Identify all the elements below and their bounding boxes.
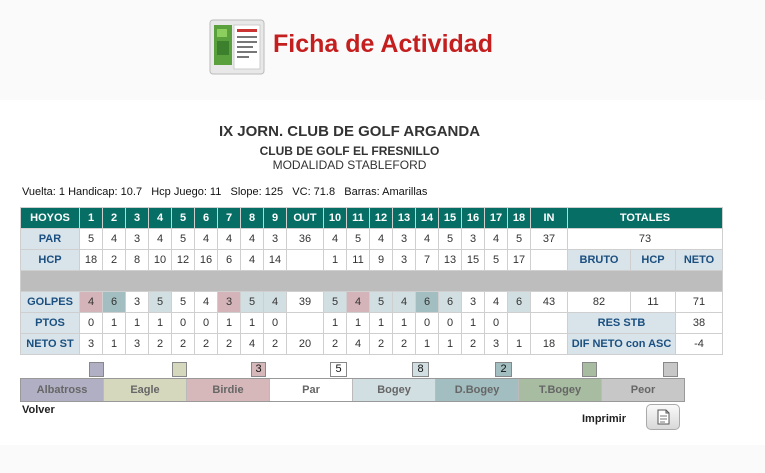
golpes-cell: 5 (324, 292, 347, 313)
in-label: IN (531, 208, 568, 229)
totales-label: TOTALES (568, 208, 723, 229)
golpes-cell: 6 (508, 292, 531, 313)
ptos-cell: 1 (103, 313, 126, 334)
neto-st-label: NETO ST (21, 334, 80, 355)
ptos-cell: 0 (195, 313, 218, 334)
hcp-row (21, 250, 723, 271)
hole-17: 17 (485, 208, 508, 229)
score-legend (20, 378, 685, 402)
par-in: 37 (531, 229, 568, 250)
golpes-out: 39 (287, 292, 324, 313)
par-total: 73 (568, 229, 723, 250)
neto-st-cell: 4 (347, 334, 370, 355)
golpes-cell: 6 (103, 292, 126, 313)
ptos-cell: 0 (439, 313, 462, 334)
par-cell: 5 (80, 229, 103, 250)
ptos-row (21, 313, 723, 334)
legend-dbogey: D.Bogey (436, 379, 519, 401)
golpes-cell: 5 (149, 292, 172, 313)
neto-st-cell: 2 (370, 334, 393, 355)
legend-peor: Peor (602, 379, 684, 401)
par-cell: 4 (103, 229, 126, 250)
bruto-value: 82 (568, 292, 631, 313)
print-button[interactable] (646, 404, 680, 430)
round-info: Vuelta: 1 Handicap: 10.7 Hcp Juego: 11 Slope: 125 VC: 71.8 Barras: Amarillas (22, 186, 428, 198)
ptos-cell: 1 (218, 313, 241, 334)
legend-bogey: Bogey (353, 379, 436, 401)
ptos-cell: 1 (393, 313, 416, 334)
hole-4: 4 (149, 208, 172, 229)
par-cell: 3 (264, 229, 287, 250)
neto-st-cell: 1 (103, 334, 126, 355)
hcp-cell: 8 (126, 250, 149, 271)
golpes-cell: 4 (393, 292, 416, 313)
modality: MODALIDAD STABLEFORD (272, 158, 427, 172)
ptos-cell: 1 (347, 313, 370, 334)
par-label: PAR (21, 229, 80, 250)
document-print-icon (647, 405, 679, 429)
par-cell: 5 (172, 229, 195, 250)
hole-11: 11 (347, 208, 370, 229)
hcp-cell: 13 (439, 250, 462, 271)
neto-st-cell: 2 (149, 334, 172, 355)
albatross-count (89, 362, 104, 377)
golpes-cell: 5 (241, 292, 264, 313)
legend-birdie: Birdie (187, 379, 270, 401)
legend-albatross: Albatross (21, 379, 104, 401)
golpes-cell: 4 (347, 292, 370, 313)
hole-3: 3 (126, 208, 149, 229)
golpes-cell: 5 (370, 292, 393, 313)
par-cell: 4 (149, 229, 172, 250)
hcp-total-value: 11 (631, 292, 676, 313)
ptos-cell: 0 (80, 313, 103, 334)
par-cell: 3 (462, 229, 485, 250)
hole-13: 13 (393, 208, 416, 229)
scorecard-table (20, 207, 723, 355)
peor-count (663, 362, 678, 377)
neto-st-in: 18 (531, 334, 568, 355)
page-title: Ficha de Actividad (273, 30, 493, 58)
ptos-cell: 1 (370, 313, 393, 334)
event-title: IX JORN. CLUB DE GOLF ARGANDA (218, 123, 481, 140)
golpes-cell: 4 (80, 292, 103, 313)
dif-neto-value: -4 (676, 334, 723, 355)
bruto-label: BRUTO (568, 250, 631, 271)
hole-18: 18 (508, 208, 531, 229)
clipboard-scorecard-icon (208, 17, 266, 77)
separator (21, 271, 723, 292)
tbogey-count (582, 362, 597, 377)
legend-eagle: Eagle (104, 379, 187, 401)
golpes-row (21, 292, 723, 313)
neto-st-cell: 2 (195, 334, 218, 355)
hcp-label: HCP (21, 250, 80, 271)
neto-st-cell: 3 (485, 334, 508, 355)
neto-st-out: 20 (287, 334, 324, 355)
ptos-cell: 0 (172, 313, 195, 334)
neto-st-cell: 1 (508, 334, 531, 355)
volver-link[interactable]: Volver (22, 404, 55, 416)
hcp-cell: 17 (508, 250, 531, 271)
hcp-cell: 18 (80, 250, 103, 271)
par-cell: 5 (439, 229, 462, 250)
separator-row (21, 271, 723, 292)
neto-st-cell: 2 (172, 334, 195, 355)
par-row (21, 229, 723, 250)
neto-st-cell: 2 (264, 334, 287, 355)
par-cell: 4 (218, 229, 241, 250)
par-count: 5 (330, 362, 347, 377)
neto-value: 71 (676, 292, 723, 313)
hole-8: 8 (241, 208, 264, 229)
ptos-cell: 1 (462, 313, 485, 334)
out-label: OUT (287, 208, 324, 229)
par-cell: 4 (416, 229, 439, 250)
hcp-cell: 15 (462, 250, 485, 271)
golpes-cell: 6 (439, 292, 462, 313)
ptos-cell: 0 (416, 313, 439, 334)
ptos-cell: 1 (149, 313, 172, 334)
hole-15: 15 (439, 208, 462, 229)
hcp-cell: 7 (416, 250, 439, 271)
ptos-cell: 1 (241, 313, 264, 334)
bogey-count: 8 (412, 362, 429, 377)
ptos-cell: 0 (485, 313, 508, 334)
ptos-in (531, 313, 568, 334)
hcp-cell: 5 (485, 250, 508, 271)
hcp-cell: 11 (347, 250, 370, 271)
hcp-cell: 10 (149, 250, 172, 271)
neto-st-cell: 4 (241, 334, 264, 355)
hole-6: 6 (195, 208, 218, 229)
dif-neto-label: DIF NETO con ASC (568, 334, 676, 355)
neto-st-cell: 2 (324, 334, 347, 355)
golpes-cell: 3 (126, 292, 149, 313)
hcp-out (287, 250, 324, 271)
par-cell: 4 (370, 229, 393, 250)
neto-st-cell: 1 (416, 334, 439, 355)
res-stb-value: 38 (676, 313, 723, 334)
neto-label: NETO (676, 250, 723, 271)
hole-2: 2 (103, 208, 126, 229)
hole-7: 7 (218, 208, 241, 229)
neto-st-cell: 2 (462, 334, 485, 355)
par-cell: 4 (485, 229, 508, 250)
hole-9: 9 (264, 208, 287, 229)
neto-st-cell: 3 (126, 334, 149, 355)
golpes-cell: 3 (218, 292, 241, 313)
golpes-label: GOLPES (21, 292, 80, 313)
par-cell: 4 (241, 229, 264, 250)
neto-st-cell: 3 (80, 334, 103, 355)
neto-st-cell: 2 (218, 334, 241, 355)
par-cell: 3 (126, 229, 149, 250)
hole-10: 10 (324, 208, 347, 229)
neto-st-cell: 2 (393, 334, 416, 355)
golpes-cell: 4 (195, 292, 218, 313)
ptos-label: PTOS (21, 313, 80, 334)
neto-st-cell: 1 (439, 334, 462, 355)
hcp-cell: 14 (264, 250, 287, 271)
birdie-count: 3 (251, 362, 266, 377)
hcp-cell: 16 (195, 250, 218, 271)
golpes-cell: 5 (172, 292, 195, 313)
ptos-cell: 0 (264, 313, 287, 334)
footer-band (0, 445, 765, 473)
par-cell: 5 (508, 229, 531, 250)
hcp-cell: 9 (370, 250, 393, 271)
hole-1: 1 (80, 208, 103, 229)
ptos-out (287, 313, 324, 334)
ptos-cell: 1 (126, 313, 149, 334)
hcp-in (531, 250, 568, 271)
par-out: 36 (287, 229, 324, 250)
par-cell: 5 (347, 229, 370, 250)
eagle-count (172, 362, 187, 377)
golpes-cell: 4 (485, 292, 508, 313)
golpes-cell: 3 (462, 292, 485, 313)
hole-12: 12 (370, 208, 393, 229)
ptos-cell (508, 313, 531, 334)
hcp-cell: 1 (324, 250, 347, 271)
par-cell: 3 (393, 229, 416, 250)
hoyos-label: HOYOS (21, 208, 80, 229)
par-cell: 4 (195, 229, 218, 250)
hcp-cell: 6 (218, 250, 241, 271)
golpes-cell: 6 (416, 292, 439, 313)
par-cell: 4 (324, 229, 347, 250)
golpes-in: 43 (531, 292, 568, 313)
hcp-total-label: HCP (631, 250, 676, 271)
hole-14: 14 (416, 208, 439, 229)
hcp-cell: 2 (103, 250, 126, 271)
holes-header-row (21, 208, 723, 229)
golpes-cell: 4 (264, 292, 287, 313)
hole-16: 16 (462, 208, 485, 229)
hcp-cell: 3 (393, 250, 416, 271)
club-name: CLUB DE GOLF EL FRESNILLO (259, 144, 440, 158)
legend-par: Par (270, 379, 353, 401)
hcp-cell: 4 (241, 250, 264, 271)
ptos-cell: 1 (324, 313, 347, 334)
imprimir-label[interactable]: Imprimir (582, 413, 627, 425)
hole-5: 5 (172, 208, 195, 229)
dbogey-count: 2 (495, 362, 512, 377)
neto-st-row (21, 334, 723, 355)
hcp-cell: 12 (172, 250, 195, 271)
res-stb-label: RES STB (568, 313, 676, 334)
legend-tbogey: T.Bogey (519, 379, 602, 401)
